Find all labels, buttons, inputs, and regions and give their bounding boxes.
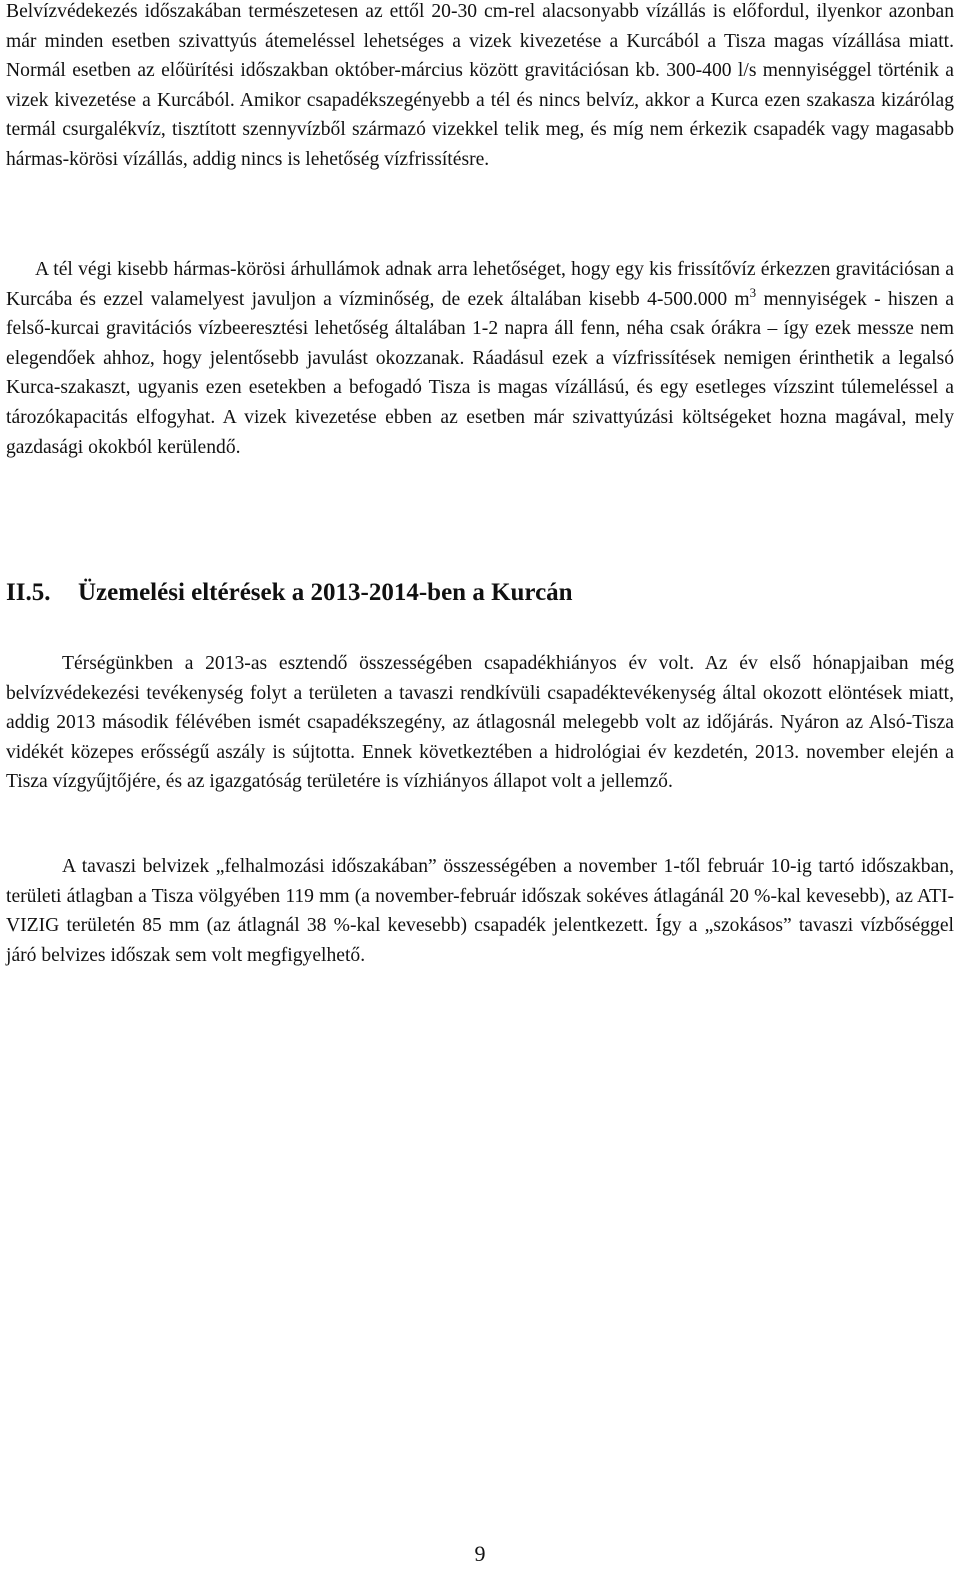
- paragraph-tavaszi-belvizek: A tavaszi belvizek „felhalmozási időszakában” összességében a november 1-től február 10-ig tartó időszakban, területi átlagban a Tisza völgyében 119 mm (a november-február időszak sokéves átlagánál 20 %-kal kevesebb), az ATI-VIZIG területén 85 mm (az átlagnál 38 %-kal kevesebb) csapadék jelentkezett. Így a „szokásos” tavaszi vízbőséggel járó belvizes időszak sem volt megfigyelhető.: [6, 856, 954, 966]
- paragraph-belvizvedekezes: Belvízvédekezés időszakában természetesen az ettől 20-30 cm-rel alacsonyabb vízállás is előfordul, ilyenkor azonban már minden esetben szivattyús átemeléssel lehetséges a vizek kivezetése a Kurcából a Tisza magas vízállása miatt. Normál esetben az előürítési időszakban október-március között gravitációsan kb. 300-400 l/s mennyiséggel történik a vizek kivezetése a Kurcából. Amikor csapadékszegényebb a tél és nincs belvíz, akkor a Kurca ezen szakasza kizárólag termál csurgalékvíz, tisztított szennyvízből származó vizekkel telik meg, és míg nem érkezik csapadék vagy magasabb hármas-körösi vízállás, addig nincs is lehetőség vízfrissítésre.: [6, 1, 954, 170]
- section-title: Üzemelési eltérések a 2013-2014-ben a Kurcán: [78, 579, 573, 606]
- page-number: 9: [474, 1541, 486, 1566]
- section-number: II.5.: [6, 579, 51, 606]
- paragraph-text-after-sup: mennyiségek - hiszen a felső-kurcai gravitációs vízbeeresztési lehetőség általában 1-2 napra áll fenn, néha csak órákra – így ezek messze nem elegendőek ahhoz, hogy jelentősebb javulást okozzanak. Ráadásul ezek a vízfrissítések nemigen érinthetik a legalsó Kurca-szakaszt, ugyanis ezen esetekben a befogadó Tisza is magas vízállású, és egy esetleges vízszint túlemeléssel a tározókapacitás elfogyhat. A vizek kivezetése ebben az esetben már szivattyúzási költségeket hozna magával, mely gazdasági okokból kerülendő.: [6, 288, 954, 458]
- paragraph-tersegunkben: Térségünkben a 2013-as esztendő összességében csapadékhiányos év volt. Az év első hónapjaiban még belvízvédekezési tevékenység folyt a területen a tavaszi rendkívüli csapadéktevékenység által okozott elöntések miatt, addig 2013 második félévében ismét csapadékszegény, az átlagosnál melegebb volt az időjárás. Nyáron az Alsó-Tisza vidékét közepes erősségű aszály is sújtotta. Ennek következtében a hidrológiai év kezdetén, 2013. november elején a Tisza vízgyűjtőjére, és az igazgatóság területére is vízhiányos állapot volt a jellemző.: [6, 653, 954, 793]
- section-heading: [6, 576, 573, 610]
- cubic-superscript: 3: [749, 284, 757, 300]
- paragraph-tel-vegi-arhullamok: [6, 255, 954, 462]
- paragraph-text-before-sup: A tél végi kisebb hármas-körösi árhullámok adnak arra lehetőséget, hogy egy kis frissítővíz érkezzen gravitációsan a Kurcába és ezzel valamelyest javuljon a vízminőség, de ezek általában kisebb 4-500.000 m: [6, 259, 954, 310]
